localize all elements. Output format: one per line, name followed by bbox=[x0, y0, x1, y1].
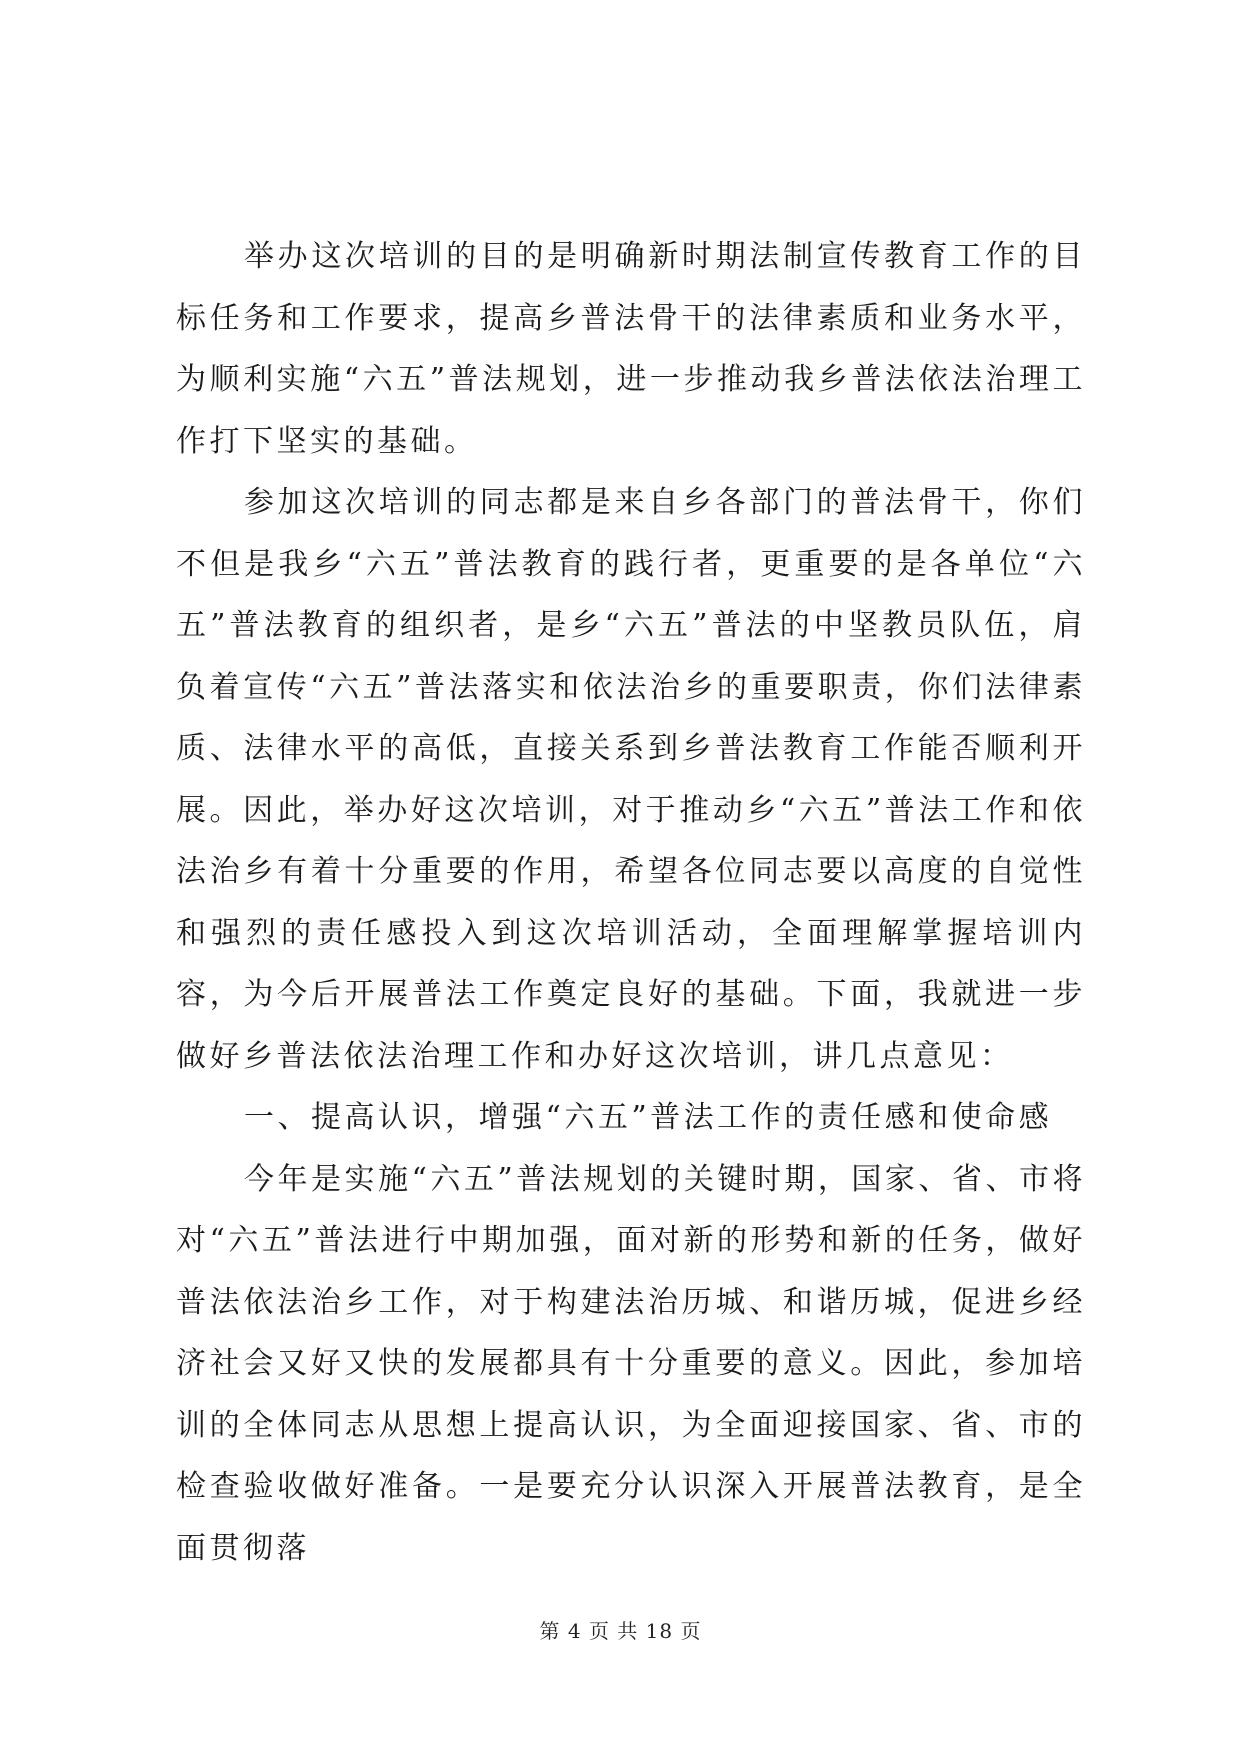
section-heading: 一、提高认识，增强“六五”普法工作的责任感和使命感 bbox=[244, 1100, 1053, 1135]
document-body bbox=[176, 226, 1086, 1579]
paragraph-section-body: 今年是实施“六五”普法规划的关键时期，国家、省、市将对“六五”普法进行中期加强，面对新的形势和新的任务，做好普法依法治乡工作，对于构建法治历城、和谐历城，促进乡经济社会又好又快的发展都具有十分重要的意义。因此，参加培训的全体同志从思想上提高认识，为全面迎接国家、省、市的检查验收做好准备。一是要充分认识深入开展普法教育，是全面贯彻落 bbox=[176, 1161, 1086, 1566]
paragraph-participants: 参加这次培训的同志都是来自乡各部门的普法骨干，你们不但是我乡“六五”普法教育的践行者，更重要的是各单位“六五”普法教育的组织者，是乡“六五”普法的中坚教员队伍，肩负着宣传“六五”普法落实和依法治乡的重要职责，你们法律素质、法律水平的高低，直接关系到乡普法教育工作能否顺利开展。因此，举办好这次培训，对于推动乡“六五”普法工作和依法治乡有着十分重要的作用，希望各位同志要以高度的自觉性和强烈的责任感投入到这次培训活动，全面理解掌握培训内容，为今后开展普法工作奠定良好的基础。下面，我就进一步做好乡普法依法治理工作和办好这次培训，讲几点意见： bbox=[176, 485, 1086, 1074]
page-number-footer: 第 4 页 共 18 页 bbox=[539, 1619, 702, 1643]
paragraph-training-purpose: 举办这次培训的目的是明确新时期法制宣传教育工作的目标任务和工作要求，提高乡普法骨干的法律素质和业务水平，为顺利实施“六五”普法规划，进一步推动我乡普法依法治理工作打下坚实的基础。 bbox=[176, 239, 1086, 459]
